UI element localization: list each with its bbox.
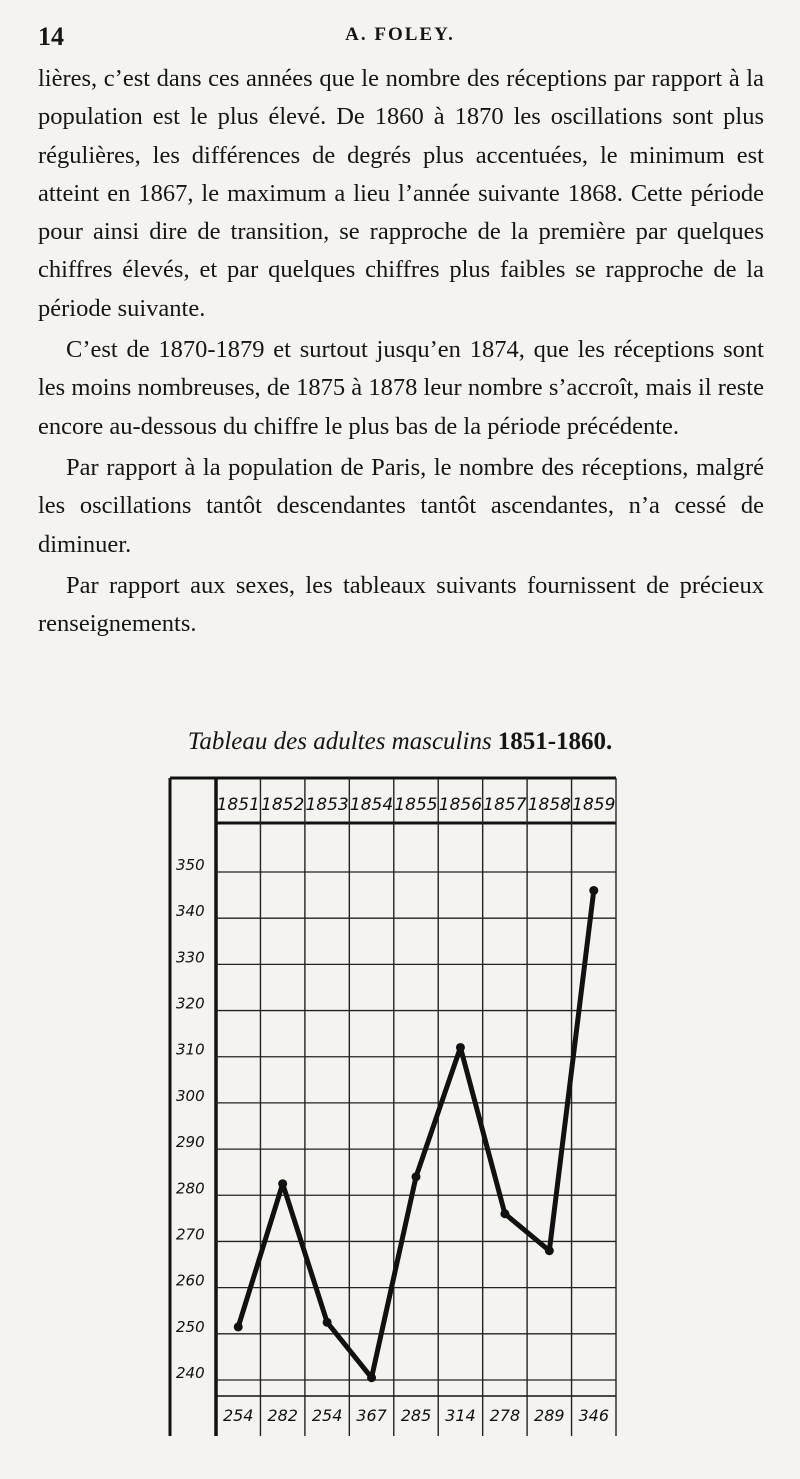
bottom-value-label: 278 (489, 1406, 521, 1425)
y-tick-label: 280 (176, 1179, 205, 1198)
y-tick-label: 350 (176, 856, 205, 874)
data-point (323, 1318, 332, 1327)
table-title-text: Tableau des adultes masculins (187, 728, 492, 755)
bottom-value-label: 314 (445, 1406, 476, 1425)
data-point (500, 1209, 509, 1218)
bottom-value-label: 285 (400, 1406, 432, 1425)
bottom-value-label: 346 (578, 1406, 610, 1425)
y-tick-label: 300 (176, 1086, 205, 1105)
y-tick-label: 240 (176, 1364, 205, 1382)
x-category-label: 1855 (394, 795, 438, 815)
y-tick-label: 340 (176, 902, 205, 921)
x-category-label: 1852 (261, 795, 305, 815)
running-head: A. FOLEY. (345, 24, 455, 45)
bottom-value-label: 289 (534, 1406, 565, 1425)
page-number: 14 (38, 22, 64, 51)
paragraph-1: lières, c’est dans ces années que le nombre des réceptions par rapport à la population est le plus élevé. De 1860 à 1870 les oscillations sont plus régulières, les différences de degrés plus accentuées, le minimum est atteint en 1867, le maximum a lieu l’année suivante 1868. Cette période pour ainsi dire de transition, se rapproche de la première par quelques chiffres élevés, et par quelques chiffres plus faibles se rapproche de la période suivante. (38, 65, 764, 322)
bottom-value-label: 282 (267, 1406, 298, 1425)
paragraph-2: C’est de 1870-1879 et surtout jusqu’en 1874, que les réceptions sont les moins nombreuses, de 1875 à 1878 leur nombre s’accroît, mais il reste encore au-dessous du chiffre le plus bas de la période précédente. (38, 336, 764, 440)
bottom-value-label: 254 (222, 1406, 254, 1425)
table-title-years: 1851-1860. (497, 728, 613, 755)
data-point (234, 1322, 243, 1331)
x-category-label: 1851 (216, 795, 260, 815)
data-point (412, 1172, 421, 1181)
y-tick-label: 250 (176, 1317, 205, 1336)
data-point (589, 886, 598, 895)
bottom-value-label: 367 (356, 1406, 387, 1425)
x-category-label: 1858 (527, 795, 571, 815)
data-point (545, 1246, 554, 1255)
data-point (456, 1043, 465, 1052)
y-tick-label: 270 (176, 1225, 205, 1244)
x-category-label: 1853 (305, 795, 349, 815)
y-tick-label: 320 (176, 994, 205, 1013)
data-point (278, 1179, 287, 1188)
paragraph-4: Par rapport aux sexes, les tableaux suivants fournissent de précieux renseignements. (38, 571, 764, 638)
paragraph-3: Par rapport à la population de Paris, le nombre des réceptions, malgré les oscillations tantôt descendantes tantôt ascendantes, n’a cessé de diminuer. (38, 453, 764, 558)
x-category-label: 1856 (438, 795, 483, 815)
bottom-value-label: 254 (311, 1406, 343, 1425)
y-tick-label: 330 (176, 948, 205, 967)
y-tick-label: 310 (176, 1040, 205, 1059)
series-line (238, 890, 594, 1377)
x-category-label: 1859 (572, 795, 616, 815)
y-tick-label: 260 (176, 1271, 205, 1290)
data-point (367, 1373, 376, 1382)
x-category-label: 1854 (349, 795, 394, 815)
y-tick-label: 290 (176, 1133, 205, 1152)
x-category-label: 1857 (483, 795, 527, 815)
